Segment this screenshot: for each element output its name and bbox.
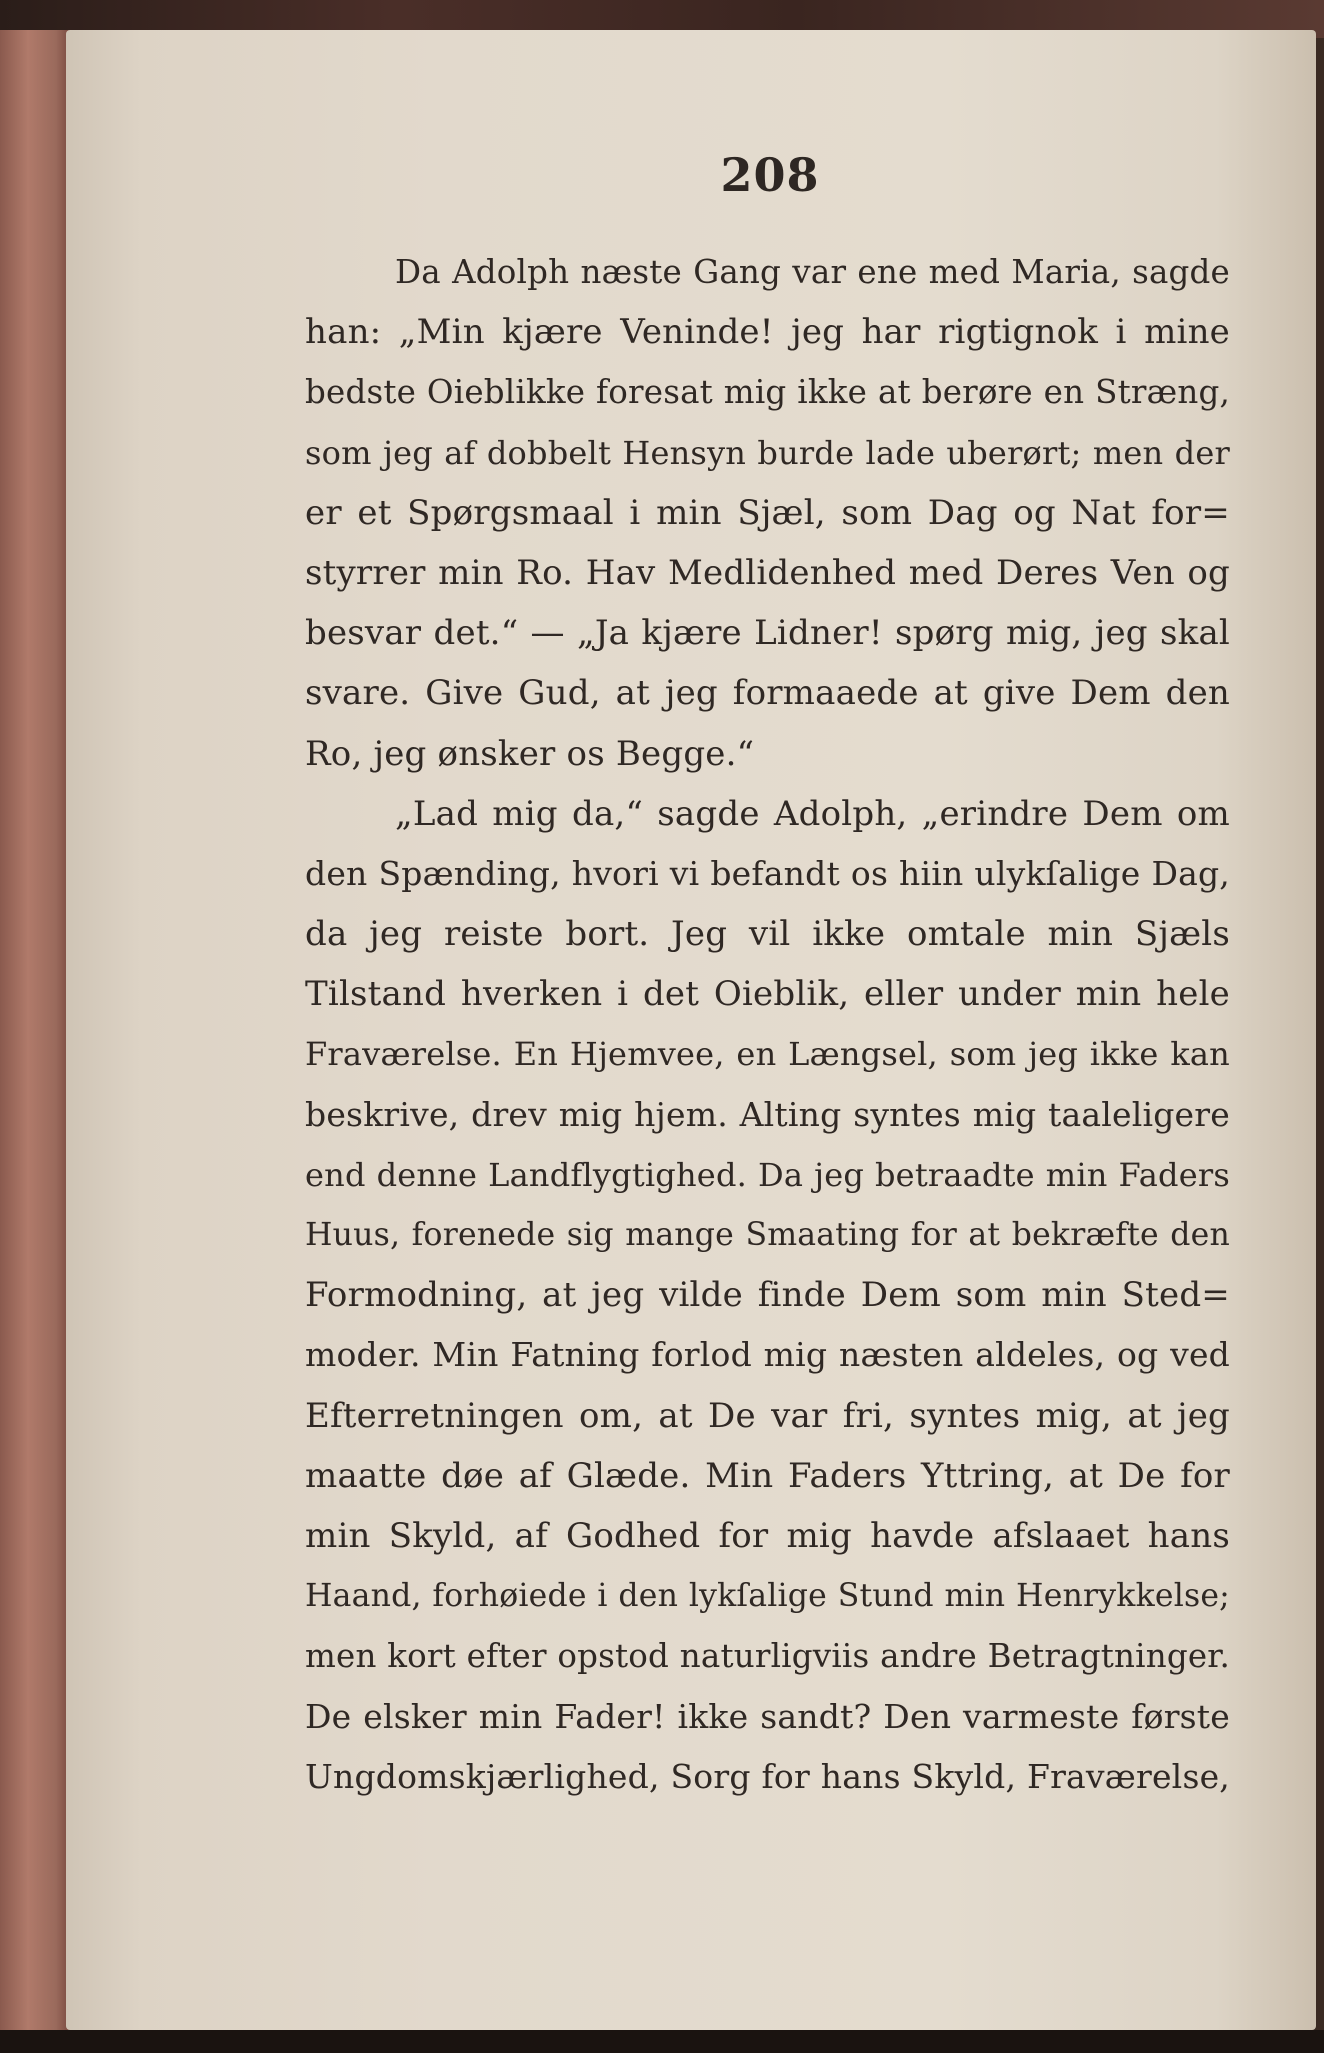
text-line-21: maatte døe af Glæde. Min Faders Yttring, at De for xyxy=(305,1455,1230,1496)
text-line-26: Ungdomskjærlighed, Sorg for hans Skyld, Fraværelse, xyxy=(305,1756,1230,1796)
book-spine xyxy=(0,30,70,2035)
text-line-11: den Spænding, hvori vi befandt os hiin ulykſalige Dag, xyxy=(305,853,1230,893)
text-line-18: Formodning, at jeg vilde finde Dem som min Sted= xyxy=(305,1275,1230,1316)
book-bottom-edge xyxy=(0,2030,1324,2053)
text-line-6: styrrer min Ro. Hav Medlidenhed med Deres Ven og xyxy=(305,552,1230,593)
text-line-19: moder. Min Fatning forlod mig næsten aldeles, og ved xyxy=(305,1335,1230,1375)
text-line-13: Tilstand hverken i det Oieblik, eller under min hele xyxy=(305,974,1230,1015)
text-line-22: min Skyld, af Godhed for mig havde afslaaet hans xyxy=(305,1515,1230,1556)
text-line-4: som jeg af dobbelt Hensyn burde lade uberørt; men der xyxy=(305,433,1230,472)
text-line-5: er et Spørgsmaal i min Sjæl, som Dag og Nat for= xyxy=(305,492,1230,533)
text-line-12: da jeg reiste bort. Jeg vil ikke omtale min Sjæls xyxy=(305,914,1230,955)
text-line-24: men kort efter opstod naturligviis andre Betragtninger. xyxy=(305,1637,1230,1676)
text-line-20: Efterretningen om, at De var fri, syntes mig, at jeg xyxy=(305,1395,1230,1436)
text-line-16: end denne Landflygtighed. Da jeg betraadte min Faders xyxy=(305,1155,1230,1194)
text-line-3: bedste Oieblikke foresat mig ikke at berøre en Stræng, xyxy=(305,373,1230,412)
text-line-14: Fraværelse. En Hjemvee, en Længsel, som jeg ikke kan xyxy=(305,1035,1230,1074)
text-line-25: De elsker min Fader! ikke sandt? Den varmeste første xyxy=(305,1696,1230,1736)
text-line-15: beskrive, drev mig hjem. Alting syntes mig taaleligere xyxy=(305,1094,1230,1134)
text-line-2: han: „Min kjære Veninde! jeg har rigtignok i mine xyxy=(305,312,1230,353)
text-line-8: svare. Give Gud, at jeg formaaede at give Dem den xyxy=(305,673,1230,714)
text-line-1: Da Adolph næste Gang var ene med Maria, sagde xyxy=(395,253,1230,291)
text-line-17: Huus, forenede sig mange Smaating for at bekræfte den xyxy=(305,1217,1230,1253)
text-line-7: besvar det.“ — „Ja kjære Lidner! spørg mig, jeg skal xyxy=(305,613,1230,654)
page-body-text xyxy=(305,242,1230,1807)
text-line-9: Ro, jeg ønsker os Begge.“ xyxy=(305,733,755,774)
text-line-10: „Lad mig da,“ sagde Adolph, „erindre Dem om xyxy=(395,793,1230,834)
text-line-23: Haand, forhøiede i den lykſalige Stund min Henrykkelse; xyxy=(305,1578,1230,1615)
page-number: 208 xyxy=(720,148,820,202)
